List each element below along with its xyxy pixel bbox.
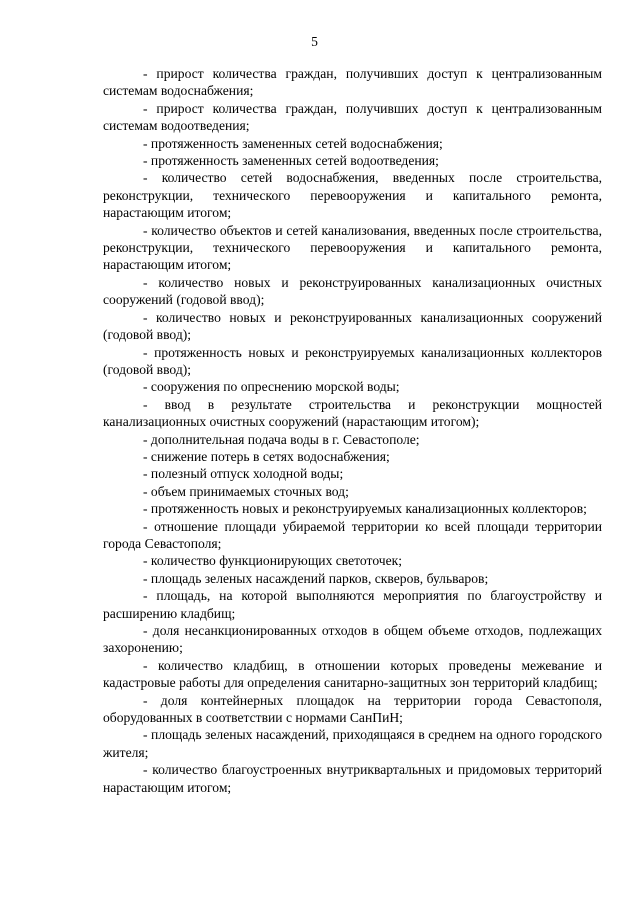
list-item: - площадь зеленых насаждений, приходящаяся в среднем на одного городского жителя; (103, 727, 602, 760)
list-item: - доля несанкционированных отходов в общем объеме отходов, подлежащих захоронению; (103, 623, 602, 656)
page-number: 5 (311, 34, 318, 49)
list-item: - дополнительная подача воды в г. Севастополе; (143, 431, 420, 447)
list-item: - снижение потерь в сетях водоснабжения; (143, 448, 390, 464)
list-item: - прирост количества граждан, получивших доступ к централизованным системам водоотведения; (103, 100, 602, 134)
list-item: - площадь, на которой выполняются мероприятия по благоустройству и расширению кладбищ; (103, 588, 602, 621)
list-item: - количество благоустроенных внутриквартальных и придомовых территорий нарастающим итогом; (103, 762, 602, 795)
list-item: - количество объектов и сетей канализования, введенных после строительства, реконструкции, технического перевооружения и капитального ремонта, нарастающим итогом; (103, 222, 602, 273)
list-item: - количество сетей водоснабжения, введенных после строительства, реконструкции, технического перевооружения и капитального ремонта, нарастающим итогом; (103, 170, 602, 221)
indicator-list (103, 65, 602, 796)
list-item: - протяженность новых и реконструируемых канализационных коллекторов (годовой ввод); (103, 344, 602, 377)
list-item: - объем принимаемых сточных вод; (143, 483, 349, 499)
list-item: - сооружения по опреснению морской воды; (143, 379, 400, 395)
list-item: - количество функционирующих светоточек; (143, 553, 403, 569)
list-item: - площадь зеленых насаждений парков, скверов, бульваров; (143, 570, 489, 586)
list-item: - полезный отпуск холодной воды; (143, 466, 344, 482)
list-item: - количество новых и реконструированных канализационных сооружений (годовой ввод); (103, 309, 602, 343)
list-item: - количество новых и реконструированных канализационных очистных сооружений (годовой ввод); (103, 274, 602, 308)
list-item: - количество кладбищ, в отношении которых проведены межевание и кадастровые работы для определения санитарно-защитных зон территорий кладбищ; (103, 657, 602, 691)
list-item: - протяженность замененных сетей водоотведения; (143, 153, 439, 169)
list-item: - ввод в результате строительства и реконструкции мощностей канализационных очистных сооружений (нарастающим итогом); (103, 396, 602, 430)
list-item: - доля контейнерных площадок на территории города Севастополя, оборудованных в соответствии с нормами СанПиН; (103, 692, 602, 726)
list-item: - протяженность новых и реконструируемых канализационных коллекторов; (143, 501, 587, 517)
list-item: - прирост количества граждан, получивших доступ к централизованным системам водоснабжения; (103, 66, 602, 99)
list-item: - отношение площади убираемой территории ко всей площади территории города Севастополя; (103, 518, 602, 551)
list-item: - протяженность замененных сетей водоснабжения; (143, 135, 443, 151)
